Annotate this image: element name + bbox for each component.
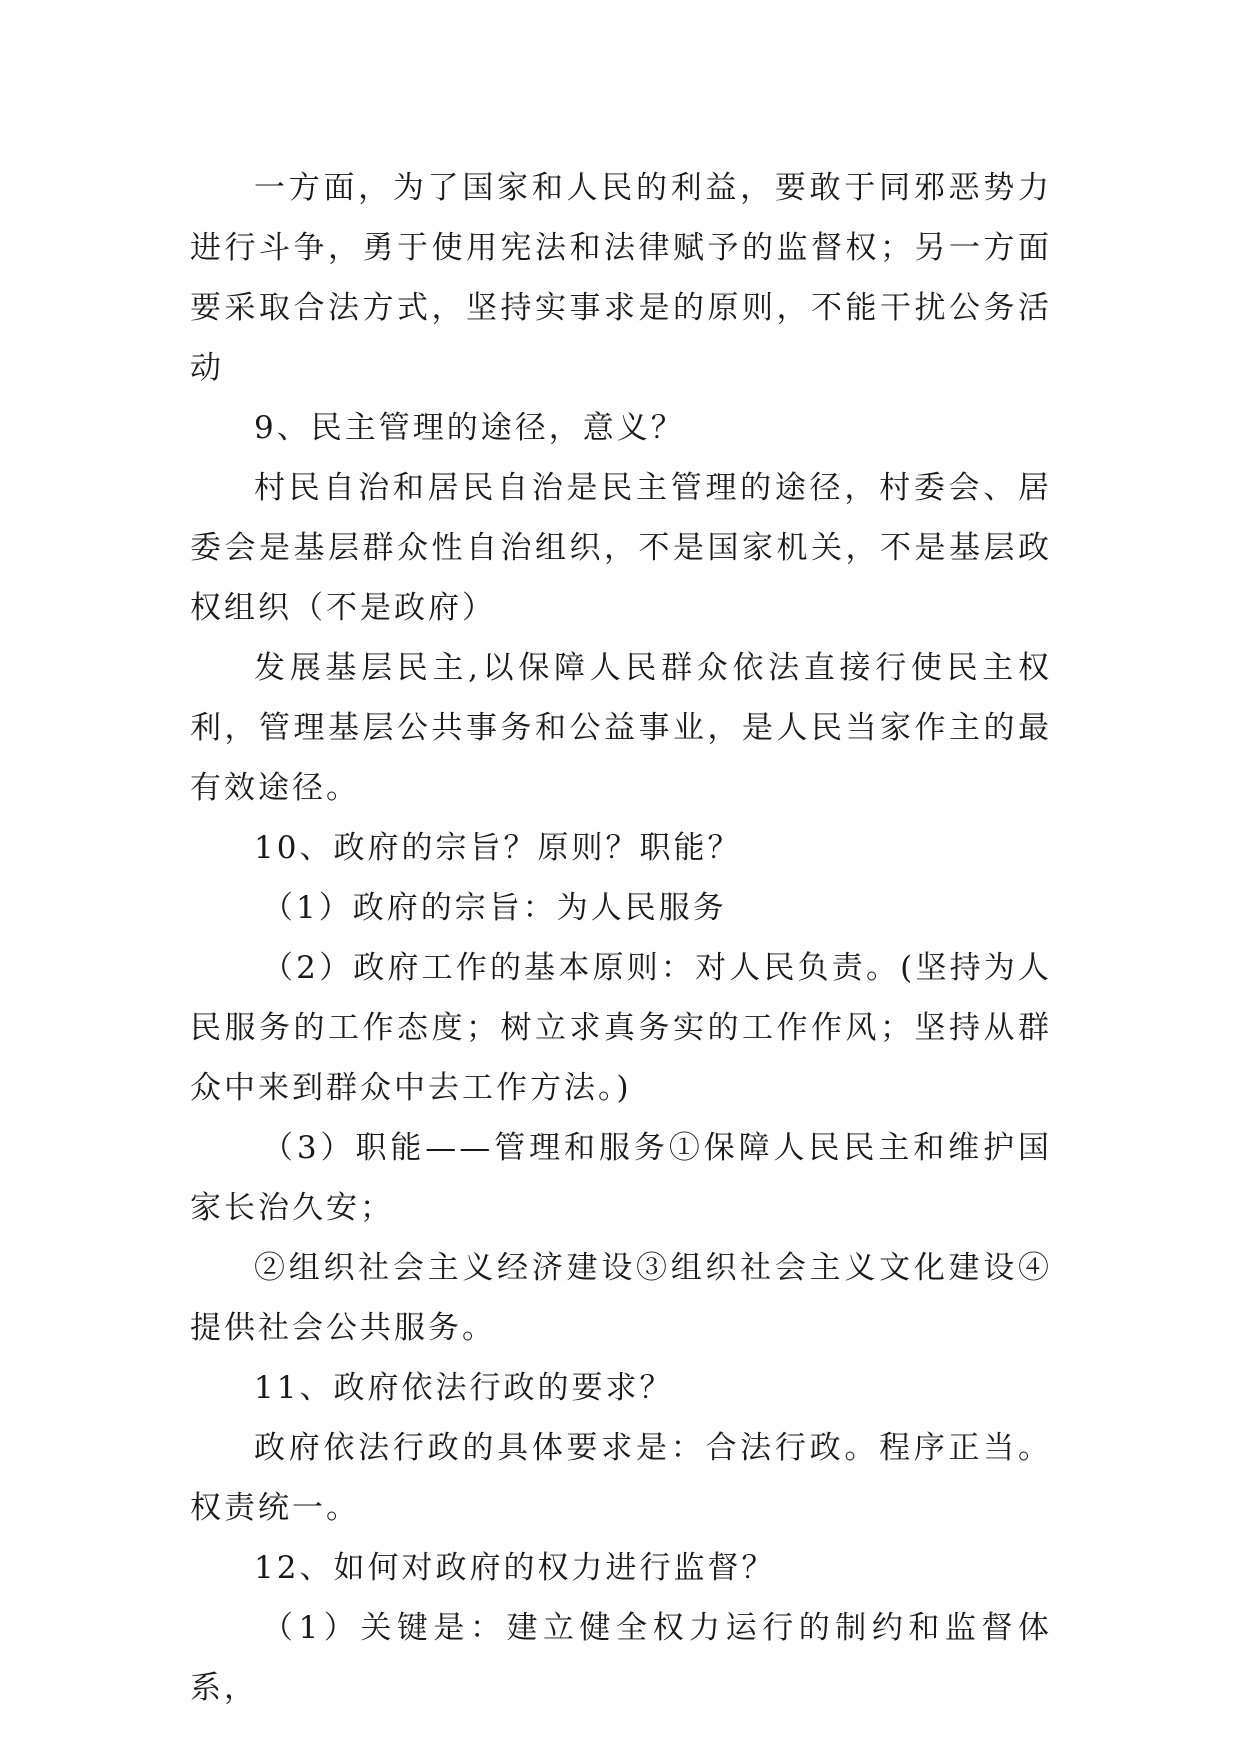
question-12-heading: 12、如何对政府的权力进行监督？ <box>254 1550 776 1586</box>
answer-10-functions: （3）职能——管理和服务①保障人民民主和维护国家长治久安； <box>190 1130 1052 1226</box>
answer-10-principle: （2）政府工作的基本原则：对人民负责。(坚持为人民服务的工作态度；树立求真务实的工作作风；坚持从群众中来到群众中去工作方法。) <box>190 950 1052 1106</box>
answer-10-purpose: （1）政府的宗旨：为人民服务 <box>262 890 727 926</box>
document-body <box>190 158 1052 1718</box>
paragraph-self-governance: 村民自治和居民自治是民主管理的途径，村委会、居委会是基层群众性自治组织，不是国家机关，不是基层政权组织（不是政府） <box>190 470 1052 626</box>
question-11-heading: 11、政府依法行政的要求？ <box>254 1370 674 1406</box>
paragraph-supervision-approach: 一方面，为了国家和人民的利益，要敢于同邪恶势力进行斗争，勇于使用宪法和法律赋予的监督权；另一方面要采取合法方式，坚持实事求是的原则，不能干扰公务活动 <box>190 170 1052 386</box>
answer-10-functions-continued: ②组织社会主义经济建设③组织社会主义文化建设④提供社会公共服务。 <box>190 1250 1052 1346</box>
answer-11-requirements: 政府依法行政的具体要求是：合法行政。程序正当。权责统一。 <box>190 1430 1052 1526</box>
question-9-heading: 9、民主管理的途径，意义？ <box>254 410 685 446</box>
answer-12-key-point: （1）关键是：建立健全权力运行的制约和监督体系， <box>190 1610 1052 1706</box>
paragraph-grassroots-democracy: 发展基层民主,以保障人民群众依法直接行使民主权利，管理基层公共事务和公益事业，是人民当家作主的最有效途径。 <box>190 650 1052 806</box>
question-10-heading: 10、政府的宗旨？原则？职能？ <box>254 830 742 866</box>
